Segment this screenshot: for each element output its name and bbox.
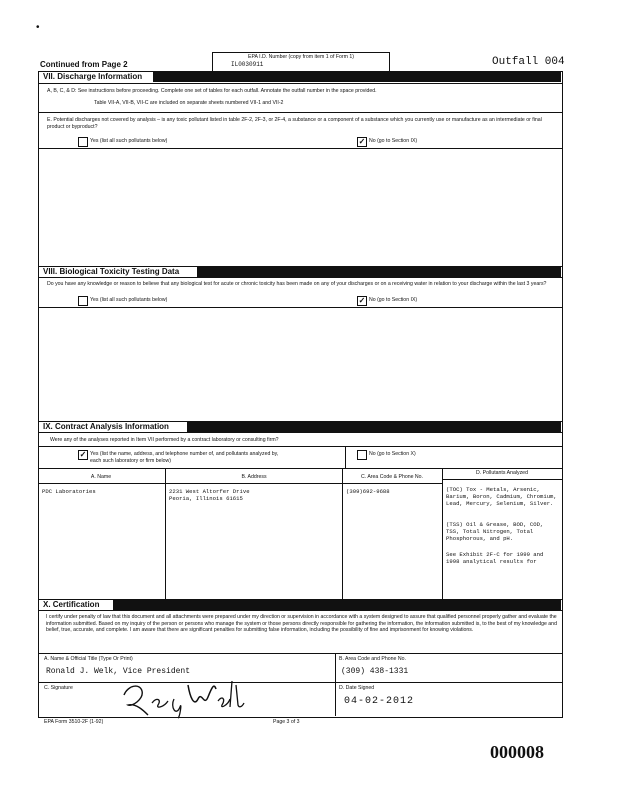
section-bar bbox=[186, 421, 561, 432]
col-phone-header: C. Area Code & Phone No. bbox=[361, 474, 423, 480]
lab-phone: (309)692-9688 bbox=[346, 488, 390, 495]
lab-address: 2231 West Altorfer Drive Peoria, Illinois 61615 bbox=[169, 488, 250, 502]
epa-id-label: EPA I.D. Number (copy from item 1 of Form 1) bbox=[248, 54, 354, 60]
form-number: EPA Form 3510-2F (1-92) bbox=[44, 719, 104, 725]
name-title-value[interactable]: Ronald J. Welk, Vice President bbox=[46, 667, 191, 676]
pollutants-entry-1: (TOC) Tox - Metals, Arsenic, Barium, Boron, Cadmium, Chromium, Lead, Mercury, Selenium, Silver. bbox=[446, 486, 557, 507]
section-vii-e-question: E. Potential discharges not covered by analysis – is any toxic pollutant listed in table 2F-2, 2F-3, or 2F-4, a substance or a component of a substance which you currently use or manufacture as an intermediate or final product or byproduct? bbox=[47, 117, 542, 130]
page-number: Page 3 of 3 bbox=[273, 719, 300, 725]
col-address-header: B. Address bbox=[241, 474, 267, 480]
date-value[interactable]: 04-02-2012 bbox=[344, 696, 415, 707]
section-bar bbox=[152, 71, 561, 82]
vii-pollutants-area[interactable] bbox=[38, 149, 562, 266]
section-viii-question: Do you have any knowledge or reason to believe that any biological test for acute or chronic toxicity has been made on any of your discharges or on a receiving water in relation to your discharge within the last 3 years? bbox=[47, 281, 547, 287]
certification-text: I certify under penalty of law that this document and all attachments were prepared under my direction or supervision in accordance with a system designed to assure that qualified personnel properly gather and evaluate the information submitted. Based on my inquiry of the person or persons who manage the system or those persons directly responsible for gathering the information, the information submitted is, to the best of my knowledge and belief, true, accurate, and complete. I am aware that there are significant penalties for submitting false information, including the possibility of fine and imprisonment for knowing violations. bbox=[46, 614, 557, 633]
corner-mark: • bbox=[36, 22, 40, 33]
section-vii-tables-note: Table VII-A, VII-B, VII-C are included on separate sheets numbered VII-1 and VII-2 bbox=[94, 100, 284, 106]
phone-value[interactable]: (309) 438-1331 bbox=[341, 667, 409, 676]
pollutants-entry-3: See Exhibit 2F-C for 1999 and 1998 analytical results for bbox=[446, 551, 544, 565]
section-ix-title: IX. Contract Analysis Information bbox=[38, 421, 188, 432]
ix-yes-label: Yes (list the name, address, and telephone number of, and pollutants analyzed by, each such laboratory or firm below) bbox=[90, 451, 279, 464]
col-name-header: A. Name bbox=[90, 474, 112, 480]
section-x-title: X. Certification bbox=[38, 599, 114, 610]
signature-label: C. Signature bbox=[44, 685, 73, 691]
viii-no-label: No (go to Section IX) bbox=[369, 297, 418, 303]
pollutants-entry-2: (TSS) Oil & Grease, BOD, COD, TSS, Total Nitrogen, Total Phosphorous, and pH. bbox=[446, 521, 544, 542]
continued-label: Continued from Page 2 bbox=[40, 60, 128, 69]
phone-label: B. Area Code and Phone No. bbox=[339, 656, 406, 662]
name-title-label: A. Name & Official Title (Type Or Print) bbox=[44, 656, 133, 662]
epa-id-number: IL0030911 bbox=[231, 60, 264, 68]
section-vii-instructions: A, B, C, & D: See instructions before proceeding. Complete one set of tables for each outfall. Annotate the outfall number in the space provided. bbox=[47, 88, 377, 94]
handwritten-signature bbox=[118, 677, 248, 719]
section-viii-title: VIII. Biological Toxicity Testing Data bbox=[38, 266, 198, 277]
lab-name: PDC Laboratories bbox=[42, 488, 96, 495]
col-pollutants-header: D. Pollutants Analyzed bbox=[476, 470, 528, 476]
vii-no-checkbox[interactable]: ✓ bbox=[358, 137, 366, 146]
bates-number: 000008 bbox=[490, 742, 544, 762]
section-bar bbox=[112, 599, 561, 610]
vii-yes-checkbox[interactable] bbox=[78, 137, 88, 147]
ix-no-label: No (go to Section X) bbox=[369, 451, 416, 457]
ix-yes-checkbox[interactable]: ✓ bbox=[79, 450, 87, 459]
viii-yes-label: Yes (list all such pollutants below) bbox=[90, 297, 168, 303]
viii-no-checkbox[interactable]: ✓ bbox=[358, 296, 366, 305]
viii-yes-checkbox[interactable] bbox=[78, 296, 88, 306]
viii-data-area[interactable] bbox=[38, 308, 562, 421]
section-bar bbox=[196, 266, 561, 277]
outfall-label: Outfall 004 bbox=[492, 56, 565, 68]
section-vii-title: VII. Discharge Information bbox=[38, 71, 154, 82]
vii-yes-label: Yes (list all such pollutants below) bbox=[90, 138, 168, 144]
ix-no-checkbox[interactable] bbox=[357, 450, 367, 460]
section-ix-question: Were any of the analyses reported in Item VII performed by a contract laboratory or consulting firm? bbox=[50, 437, 279, 443]
date-label: D. Date Signed bbox=[339, 685, 375, 691]
vii-no-label: No (go to Section IX) bbox=[369, 138, 418, 144]
